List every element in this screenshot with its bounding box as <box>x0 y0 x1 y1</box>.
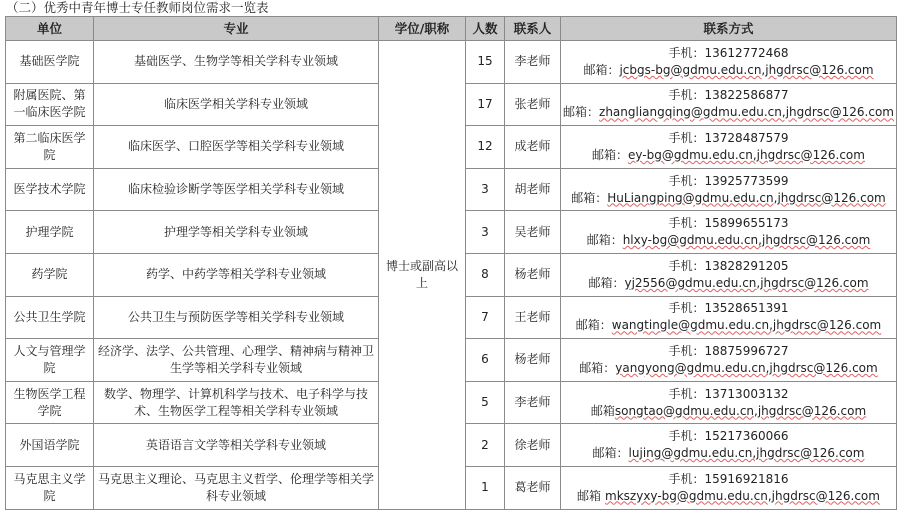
cell-contact-info <box>561 296 897 339</box>
phone-label: 手机： <box>668 301 705 316</box>
email-link[interactable]: yj2556@gdmu.edu.cn,jhgdrsc@126.com <box>624 275 869 290</box>
phone-label: 手机： <box>668 386 705 401</box>
cell-major: 药学、中药学等相关学科专业领域 <box>94 253 379 296</box>
phone-line <box>563 87 894 104</box>
email-label: 邮箱： <box>563 105 600 120</box>
cell-count: 3 <box>466 168 505 211</box>
phone-number: 13822586877 <box>704 88 789 103</box>
phone-label: 手机： <box>668 343 705 358</box>
phone-line <box>563 386 894 403</box>
email-link[interactable]: songtao@gdmu.edu.cn,jhgdrsc@126.com <box>614 403 867 418</box>
email-link[interactable]: HuLiangping@gdmu.edu.cn,jhgdrsc@126.com <box>607 190 886 205</box>
email-line <box>563 445 894 462</box>
email-label: 邮箱： <box>571 190 608 205</box>
email-line <box>563 403 894 420</box>
cell-contact-info <box>561 126 897 169</box>
cell-contact-person: 杨老师 <box>505 339 561 382</box>
phone-line <box>563 215 894 232</box>
phone-number: 13828291205 <box>704 258 789 273</box>
cell-unit: 外国语学院 <box>6 424 94 467</box>
cell-count: 12 <box>466 126 505 169</box>
cell-count: 3 <box>466 211 505 254</box>
email-line <box>563 147 894 164</box>
header-count: 人数 <box>466 17 505 41</box>
phone-number: 13925773599 <box>704 173 789 188</box>
phone-label: 手机： <box>668 471 705 486</box>
cell-unit: 马克思主义学院 <box>6 466 94 509</box>
email-line <box>563 232 894 249</box>
cell-contact-person: 李老师 <box>505 381 561 424</box>
cell-unit: 附属医院、第一临床医学院 <box>6 83 94 126</box>
phone-label: 手机： <box>668 45 705 60</box>
phone-label: 手机： <box>668 429 705 444</box>
cell-unit: 公共卫生学院 <box>6 296 94 339</box>
cell-contact-info <box>561 211 897 254</box>
cell-count: 2 <box>466 424 505 467</box>
email-link[interactable]: wangtingle@gdmu.edu.cn,jhgdrsc@126.com <box>611 318 882 333</box>
email-label: 邮箱： <box>588 275 625 290</box>
email-link[interactable]: lujing@gdmu.edu.cn,jhgdrsc@126.com <box>628 446 865 461</box>
phone-line <box>563 428 894 445</box>
cell-major: 公共卫生与预防医学等相关学科专业领域 <box>94 296 379 339</box>
email-link[interactable]: hlxy-bg@gdmu.edu.cn,jhgdrsc@126.com <box>622 233 871 248</box>
cell-contact-person: 胡老师 <box>505 168 561 211</box>
header-major: 专业 <box>94 17 379 41</box>
email-link[interactable]: mkszyxy-bg@gdmu.edu.cn,jhgdrsc@126.com <box>605 488 880 503</box>
phone-number: 13528651391 <box>704 301 789 316</box>
cell-contact-person: 成老师 <box>505 126 561 169</box>
header-degree: 学位/职称 <box>379 17 466 41</box>
header-unit: 单位 <box>6 17 94 41</box>
email-label: 邮箱： <box>579 360 616 375</box>
email-link[interactable]: zhangliangqing@gdmu.edu.cn,jhgdrsc@126.com <box>599 105 894 120</box>
email-label: 邮箱： <box>575 318 612 333</box>
email-line <box>563 488 894 505</box>
cell-contact-info <box>561 168 897 211</box>
cell-major: 临床医学相关学科专业领域 <box>94 83 379 126</box>
cell-unit: 护理学院 <box>6 211 94 254</box>
cell-contact-person: 徐老师 <box>505 424 561 467</box>
cell-count: 15 <box>466 41 505 84</box>
cell-count: 8 <box>466 253 505 296</box>
email-line <box>563 275 894 292</box>
cell-major: 基础医学、生物学等相关学科专业领域 <box>94 41 379 84</box>
table-body <box>6 41 897 510</box>
cell-major: 数学、物理学、计算机科学与技术、电子科学与技术、生物医学工程等相关学科专业领域 <box>94 381 379 424</box>
email-label: 邮箱 <box>590 403 615 418</box>
cell-contact-person: 吴老师 <box>505 211 561 254</box>
table-row <box>6 41 897 84</box>
cell-unit: 人文与管理学院 <box>6 339 94 382</box>
phone-line <box>563 300 894 317</box>
cell-contact-info <box>561 253 897 296</box>
cell-count: 1 <box>466 466 505 509</box>
table-caption: （二）优秀中青年博士专任教师岗位需求一览表 <box>6 0 269 15</box>
phone-number: 13713003132 <box>704 386 789 401</box>
cell-contact-person: 杨老师 <box>505 253 561 296</box>
email-label: 邮箱 <box>577 488 602 503</box>
email-line <box>563 360 894 377</box>
email-line <box>563 190 894 207</box>
phone-number: 15217360066 <box>704 429 789 444</box>
cell-count: 17 <box>466 83 505 126</box>
cell-contact-info <box>561 424 897 467</box>
email-link[interactable]: jcbgs-bg@gdmu.edu.cn,jhgdrsc@126.com <box>619 62 874 77</box>
cell-degree: 博士或副高以上 <box>379 41 466 510</box>
cell-count: 5 <box>466 381 505 424</box>
phone-label: 手机： <box>668 173 705 188</box>
cell-unit: 药学院 <box>6 253 94 296</box>
email-label: 邮箱： <box>586 233 623 248</box>
cell-major: 临床检验诊断学等医学相关学科专业领域 <box>94 168 379 211</box>
phone-line <box>563 343 894 360</box>
phone-line <box>563 45 894 62</box>
phone-number: 15899655173 <box>704 216 789 231</box>
email-line <box>563 317 894 334</box>
phone-line <box>563 173 894 190</box>
cell-contact-person: 葛老师 <box>505 466 561 509</box>
cell-major: 经济学、法学、公共管理、心理学、精神病与精神卫生学等相关学科专业领域 <box>94 339 379 382</box>
cell-contact-info <box>561 381 897 424</box>
cell-unit: 医学技术学院 <box>6 168 94 211</box>
phone-label: 手机： <box>668 130 705 145</box>
header-contact-person: 联系人 <box>505 17 561 41</box>
phone-line <box>563 471 894 488</box>
cell-major: 马克思主义理论、马克思主义哲学、伦理学等相关学科专业领域 <box>94 466 379 509</box>
email-line <box>563 104 894 121</box>
cell-contact-info <box>561 466 897 509</box>
job-requirements-table <box>5 16 897 510</box>
cell-contact-info <box>561 83 897 126</box>
email-label: 邮箱： <box>592 147 629 162</box>
email-line <box>563 62 894 79</box>
phone-line <box>563 258 894 275</box>
cell-unit: 生物医学工程学院 <box>6 381 94 424</box>
cell-contact-info <box>561 339 897 382</box>
phone-number: 13612772468 <box>704 45 789 60</box>
cell-unit: 第二临床医学院 <box>6 126 94 169</box>
cell-major: 护理学等相关学科专业领域 <box>94 211 379 254</box>
cell-contact-person: 李老师 <box>505 41 561 84</box>
header-contact-info: 联系方式 <box>561 17 897 41</box>
email-label: 邮箱： <box>592 446 629 461</box>
cell-unit: 基础医学院 <box>6 41 94 84</box>
email-link[interactable]: yangyong@gdmu.edu.cn,jhgdrsc@126.com <box>615 360 878 375</box>
phone-label: 手机： <box>668 258 705 273</box>
phone-label: 手机： <box>668 88 705 103</box>
cell-count: 7 <box>466 296 505 339</box>
cell-major: 临床医学、口腔医学等相关学科专业领域 <box>94 126 379 169</box>
cell-contact-person: 王老师 <box>505 296 561 339</box>
phone-label: 手机： <box>668 216 705 231</box>
cell-count: 6 <box>466 339 505 382</box>
phone-line <box>563 130 894 147</box>
cell-contact-info <box>561 41 897 84</box>
email-label: 邮箱： <box>583 62 620 77</box>
table-header-row <box>6 17 897 41</box>
phone-number: 15916921816 <box>704 471 789 486</box>
phone-number: 18875996727 <box>704 343 789 358</box>
cell-contact-person: 张老师 <box>505 83 561 126</box>
cell-major: 英语语言文学等相关学科专业领域 <box>94 424 379 467</box>
phone-number: 13728487579 <box>704 130 789 145</box>
email-link[interactable]: ey-bg@gdmu.edu.cn,jhgdrsc@126.com <box>628 147 865 162</box>
